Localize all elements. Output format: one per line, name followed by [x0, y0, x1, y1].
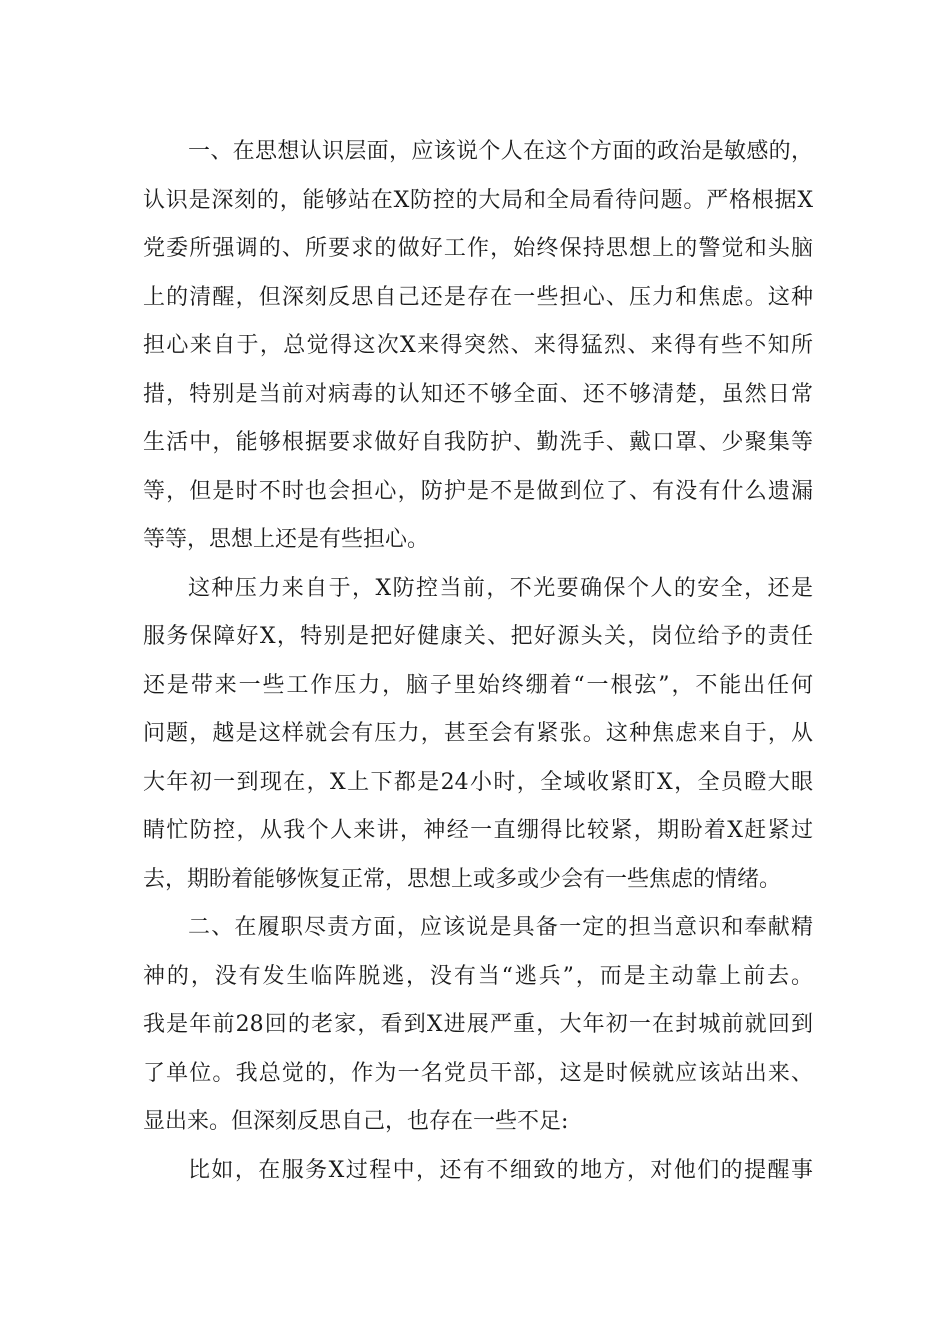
text-line: 比如，在服务X过程中，还有不细致的地方，对他们的提醒事: [188, 1157, 813, 1183]
text-line: 睛忙防控，从我个人来讲，神经一直绷得比较紧，期盼着X赶紧过: [143, 818, 813, 843]
text-line: 了单位。我总觉的，作为一名党员干部，这是时候就应该站出来、: [143, 1060, 813, 1086]
text-line: 担心来自于，总觉得这次X来得突然、来得猛烈、来得有些不知所: [143, 333, 813, 358]
text-line: 服务保障好X，特别是把好健康关、把好源头关，岗位给予的责任: [143, 624, 813, 649]
text-line: 上的清醒，但深刻反思自己还是存在一些担心、压力和焦虑。这种: [143, 284, 813, 310]
text-line: 一、在思想认识层面，应该说个人在这个方面的政治是敏感的，: [188, 139, 813, 164]
text-line: 还是带来一些工作压力，脑子里始终绷着“一根弦”，不能出任何: [143, 672, 813, 698]
text-line: 神的，没有发生临阵脱逃，没有当“逃兵”，而是主动靠上前去。: [143, 963, 813, 989]
text-line: 去，期盼着能够恢复正常，思想上或多或少会有一些焦虑的情绪。: [143, 866, 782, 892]
text-line: 问题，越是这样就会有压力，甚至会有紧张。这种焦虑来自于，从: [143, 721, 813, 746]
text-line: 等，但是时不时也会担心，防护是不是做到位了、有没有什么遗漏: [143, 478, 813, 504]
text-line: 这种压力来自于，X防控当前，不光要确保个人的安全，还是: [188, 575, 813, 601]
text-line: 生活中，能够根据要求做好自我防护、勤洗手、戴口罩、少聚集等: [143, 430, 813, 455]
text-line: 认识是深刻的，能够站在X防控的大局和全局看待问题。严格根据X: [143, 187, 813, 213]
body-text: [143, 128, 813, 1195]
text-line: 我是年前28回的老家，看到X进展严重，大年初一在封城前就回到: [143, 1012, 813, 1037]
text-line: 显出来。但深刻反思自己，也存在一些不足:: [143, 1109, 569, 1134]
text-line: 等等，思想上还是有些担心。: [143, 527, 430, 552]
text-line: 二、在履职尽责方面，应该说是具备一定的担当意识和奉献精: [188, 915, 813, 940]
text-line: 大年初一到现在，X上下都是24小时，全域收紧盯X，全员瞪大眼: [143, 769, 813, 795]
text-line: 措，特别是当前对病毒的认知还不够全面、还不够清楚，虽然日常: [143, 381, 813, 407]
text-line: 党委所强调的、所要求的做好工作，始终保持思想上的警觉和头脑: [143, 236, 813, 261]
